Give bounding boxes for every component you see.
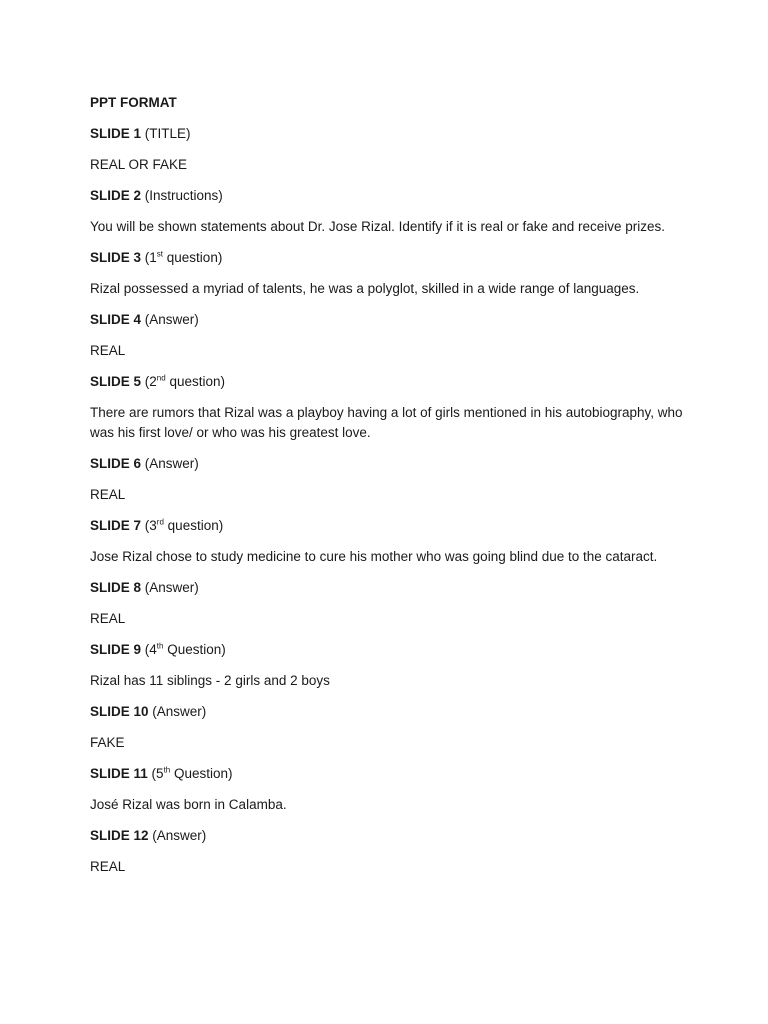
slide-body: REAL xyxy=(90,343,126,358)
slide-heading xyxy=(90,372,690,392)
slide-label: SLIDE 12 xyxy=(90,828,149,843)
slide-note: (2 xyxy=(144,374,157,389)
slide-note: (Answer) xyxy=(144,312,199,327)
slide-label: SLIDE 8 xyxy=(90,580,142,595)
slide-note: (1 xyxy=(144,250,157,265)
slide-heading xyxy=(90,454,690,474)
slide-body: Jose Rizal chose to study medicine to cure his mother who was going blind due to the cataract. xyxy=(90,549,658,564)
slide-body: Rizal possessed a myriad of talents, he was a polyglot, skilled in a wide range of languages. xyxy=(90,281,640,296)
slide-entry xyxy=(90,578,690,629)
slide-note-end: question) xyxy=(163,250,223,265)
slide-heading xyxy=(90,826,690,846)
ordinal-suffix: th xyxy=(156,641,164,651)
ordinal-suffix: rd xyxy=(156,517,164,527)
slide-body: REAL xyxy=(90,487,126,502)
slide-entry xyxy=(90,310,690,361)
slide-note: (Instructions) xyxy=(144,188,223,203)
slide-entry xyxy=(90,826,690,877)
slide-label: SLIDE 9 xyxy=(90,642,142,657)
slide-heading xyxy=(90,702,690,722)
slide-entry xyxy=(90,124,690,175)
document-body xyxy=(90,93,690,888)
slide-heading xyxy=(90,310,690,330)
slide-label: SLIDE 10 xyxy=(90,704,149,719)
slide-heading xyxy=(90,578,690,598)
slide-body: REAL xyxy=(90,859,126,874)
ordinal-suffix: nd xyxy=(156,373,166,383)
slide-entry xyxy=(90,248,690,299)
slide-entry xyxy=(90,516,690,567)
slide-note: (3 xyxy=(144,518,157,533)
slide-label: SLIDE 5 xyxy=(90,374,142,389)
slide-entry xyxy=(90,764,690,815)
slide-entry xyxy=(90,186,690,237)
document-heading: PPT FORMAT xyxy=(90,95,177,110)
slide-heading xyxy=(90,248,690,268)
slide-note: (Answer) xyxy=(152,704,207,719)
slide-entry xyxy=(90,702,690,753)
slide-body: REAL xyxy=(90,611,126,626)
slide-note: (TITLE) xyxy=(144,126,191,141)
slide-label: SLIDE 6 xyxy=(90,456,142,471)
slide-label: SLIDE 4 xyxy=(90,312,142,327)
slide-entry xyxy=(90,640,690,691)
slide-note: (4 xyxy=(144,642,157,657)
slide-heading xyxy=(90,516,690,536)
slide-body: Rizal has 11 siblings - 2 girls and 2 boys xyxy=(90,673,330,688)
slide-body: REAL OR FAKE xyxy=(90,157,188,172)
slide-note-end: Question) xyxy=(170,766,233,781)
slide-note: (Answer) xyxy=(144,456,199,471)
slide-body: You will be shown statements about Dr. Jose Rizal. Identify if it is real or fake and receive prizes. xyxy=(90,219,666,234)
slide-heading xyxy=(90,764,690,784)
slide-note-end: question) xyxy=(163,518,224,533)
slide-note: (Answer) xyxy=(152,828,207,843)
slide-body: FAKE xyxy=(90,735,125,750)
ordinal-suffix: th xyxy=(163,765,171,775)
slide-note: (Answer) xyxy=(144,580,199,595)
slide-heading xyxy=(90,640,690,660)
slide-label: SLIDE 11 xyxy=(90,766,148,781)
slide-note-end: Question) xyxy=(163,642,226,657)
slide-label: SLIDE 2 xyxy=(90,188,142,203)
slide-entry xyxy=(90,454,690,505)
slide-label: SLIDE 7 xyxy=(90,518,142,533)
slide-entry xyxy=(90,372,690,443)
ordinal-suffix: st xyxy=(156,249,164,259)
slide-body: José Rizal was born in Calamba. xyxy=(90,797,287,812)
slide-body: There are rumors that Rizal was a playboy having a lot of girls mentioned in his autobiography, who was his first love/ or who was his greatest love. xyxy=(90,405,683,440)
slide-label: SLIDE 1 xyxy=(90,126,142,141)
slide-heading xyxy=(90,124,690,144)
slide-note-end: question) xyxy=(165,374,225,389)
slide-heading xyxy=(90,186,690,206)
slide-note: (5 xyxy=(151,766,164,781)
slide-label: SLIDE 3 xyxy=(90,250,142,265)
